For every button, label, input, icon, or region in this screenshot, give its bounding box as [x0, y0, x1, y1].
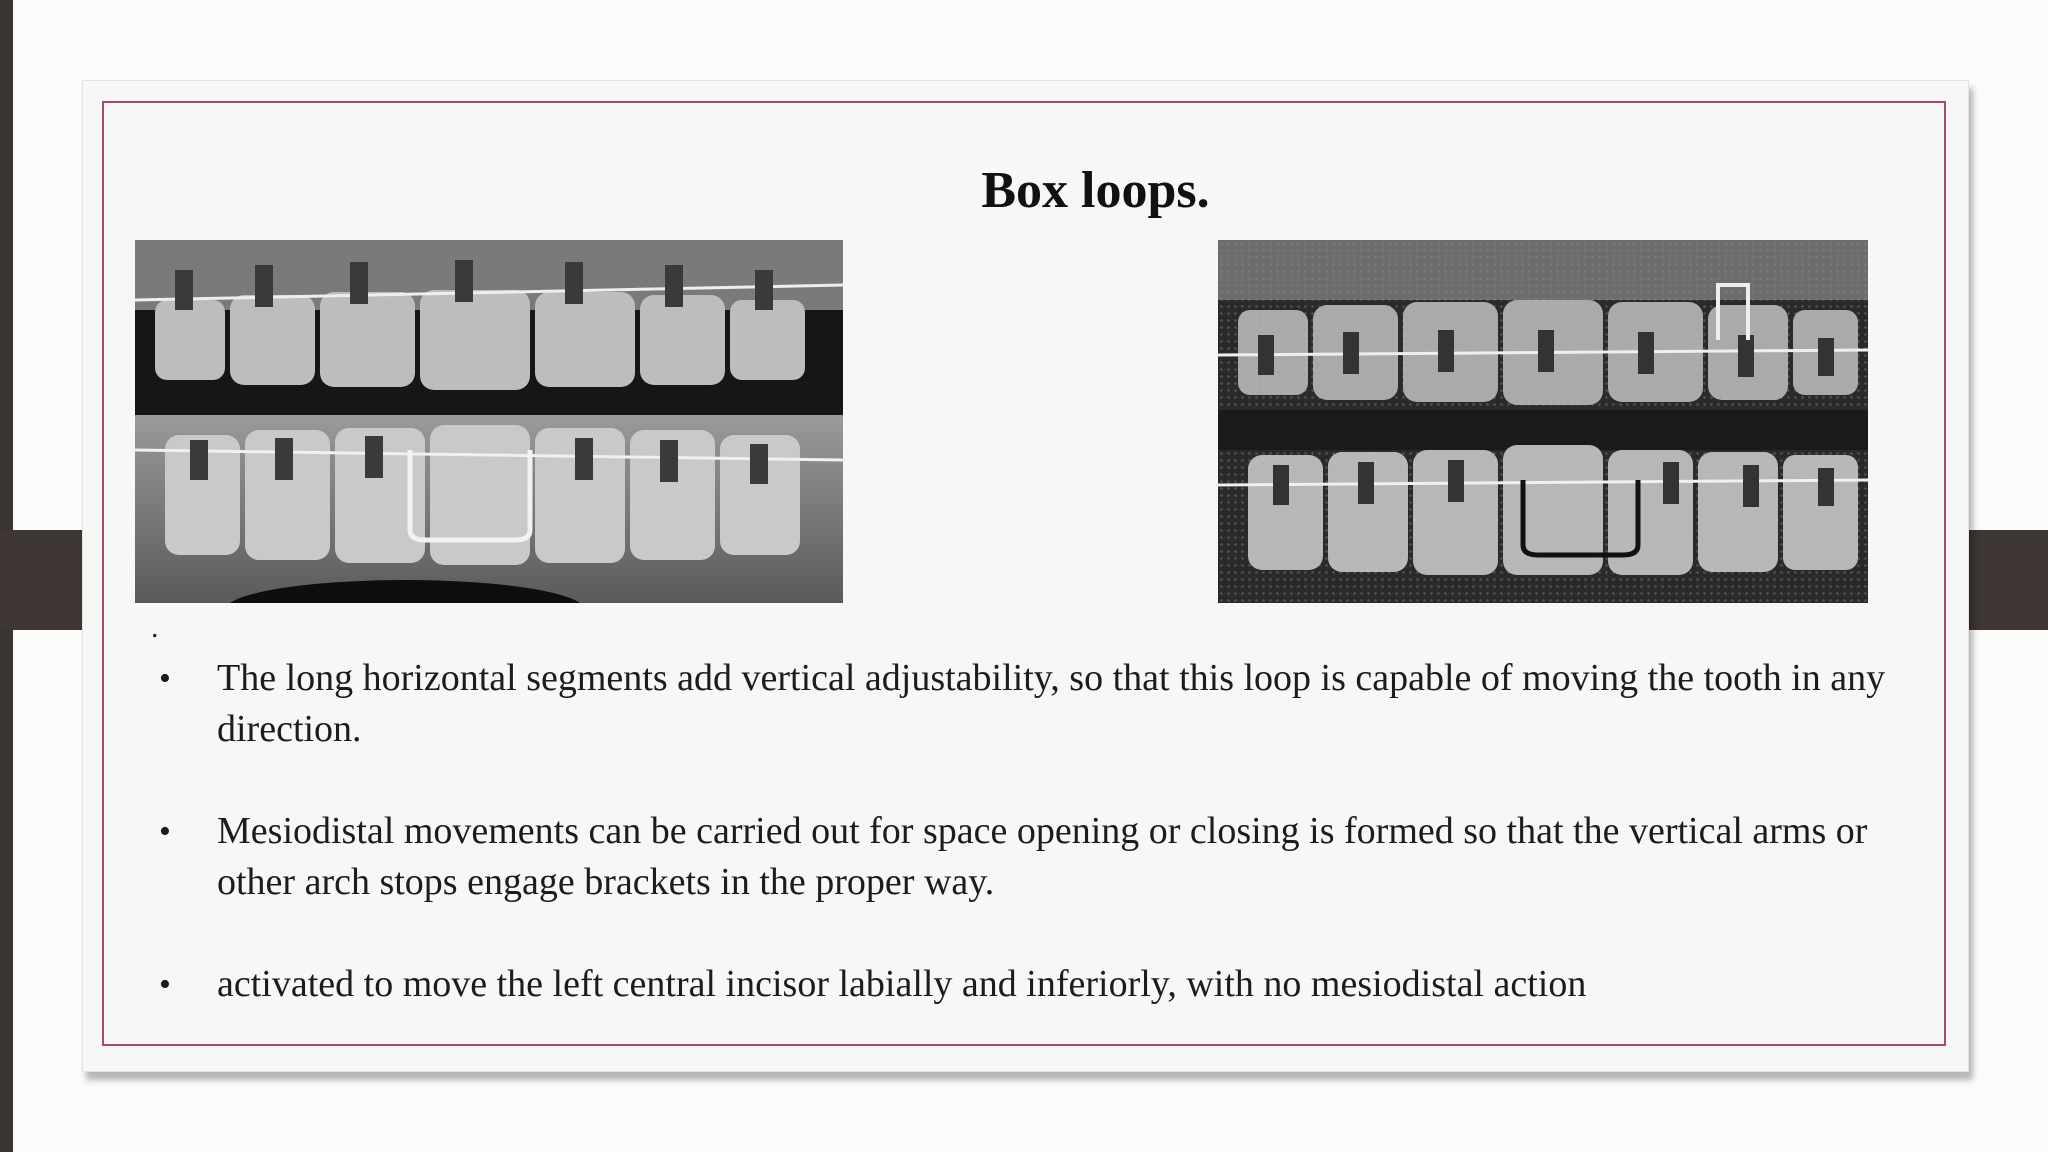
slide-title: Box loops.	[981, 162, 1210, 219]
braces-photo-left	[135, 240, 843, 603]
stray-period: .	[151, 611, 159, 644]
bullet-list	[147, 653, 1937, 1061]
slide-card	[82, 80, 1969, 1072]
braces-photo-right	[1218, 240, 1868, 603]
bullet-item: • activated to move the left central incisor labially and inferiorly, with no mesiodistal action	[147, 959, 1937, 1010]
bullet-item: • Mesiodistal movements can be carried out for space opening or closing is formed so that the vertical arms or other arch stops engage brackets in the proper way.	[147, 806, 1937, 908]
bullet-item: • The long horizontal segments add vertical adjustability, so that this loop is capable of moving the tooth in any direction.	[147, 653, 1937, 755]
